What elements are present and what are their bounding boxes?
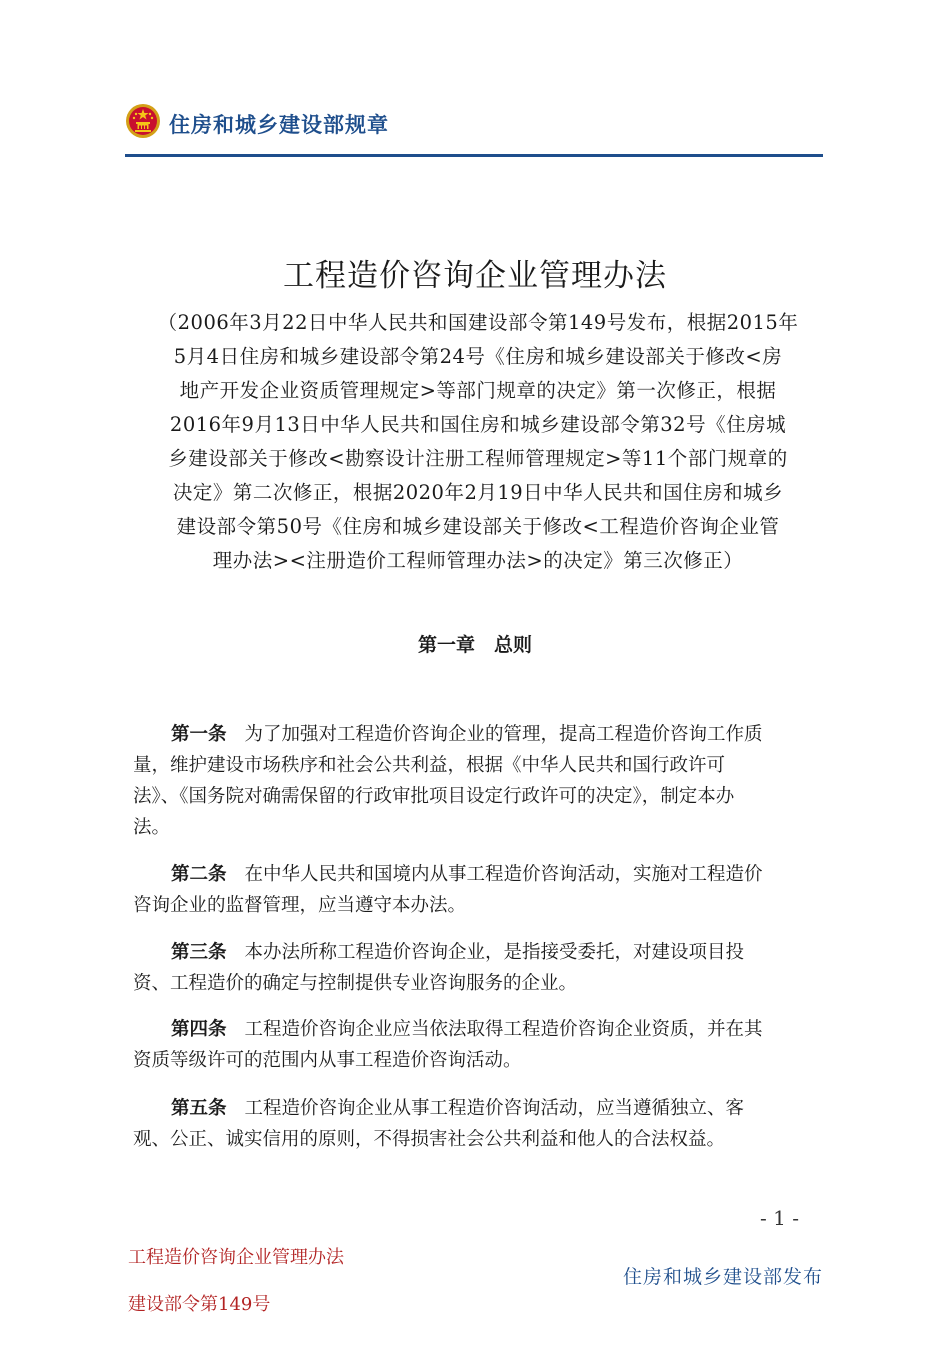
- article-label: 第五条: [171, 1098, 227, 1119]
- article-5: [133, 1093, 823, 1155]
- article-text: 法》、《国务院对确需保留的行政审批项目设定行政许可的决定》，制定本办: [133, 786, 735, 807]
- article-text: 工程造价咨询企业应当依法取得工程造价咨询企业资质，并在其: [244, 1019, 763, 1040]
- national-emblem-icon: [125, 103, 161, 139]
- header-divider: [125, 154, 823, 157]
- article-text: 资质等级许可的范围内从事工程造价咨询活动。: [133, 1050, 522, 1071]
- article-4: [133, 1014, 823, 1076]
- article-text: 咨询企业的监督管理，应当遵守本办法。: [133, 895, 467, 916]
- header-title: 住房和城乡建设部规章: [169, 113, 389, 137]
- article-2: [133, 859, 823, 921]
- article-text: 在中华人民共和国境内从事工程造价咨询活动，实施对工程造价: [244, 864, 763, 885]
- chapter-title: 第一章 总则: [417, 634, 532, 656]
- article-text: 观、公正、诚实信用的原则，不得损害社会公共利益和他人的合法权益。: [133, 1129, 726, 1150]
- footer-document-name: 工程造价咨询企业管理办法: [128, 1247, 344, 1268]
- preamble-line: 2016年9月13日中华人民共和国住房和城乡建设部令第32号《住房城: [169, 413, 787, 436]
- footer-publisher: 住房和城乡建设部发布: [622, 1266, 823, 1288]
- article-label: 第二条: [171, 864, 227, 885]
- footer-order-number: 建设部令第149号: [128, 1294, 271, 1315]
- article-text: 为了加强对工程造价咨询企业的管理，提高工程造价咨询工作质: [244, 724, 763, 745]
- article-text: 法。: [133, 817, 171, 838]
- article-label: 第四条: [171, 1019, 227, 1040]
- article-3: [133, 937, 823, 999]
- page-number: - 1 -: [760, 1206, 799, 1230]
- document-preamble: [133, 306, 823, 578]
- article-text: 资、工程造价的确定与控制提供专业咨询服务的企业。: [133, 973, 578, 994]
- article-label: 第一条: [171, 724, 227, 745]
- article-text: 工程造价咨询企业从事工程造价咨询活动，应当遵循独立、客: [244, 1098, 745, 1119]
- preamble-line: （2006年3月22日中华人民共和国建设部令第149号发布，根据2015年: [157, 311, 799, 334]
- document-title: 工程造价咨询企业管理办法: [283, 258, 667, 294]
- article-text: 量，维护建设市场秩序和社会公共利益，根据《中华人民共和国行政许可: [133, 755, 726, 776]
- preamble-line: 理办法><注册造价工程师管理办法>的决定》第三次修正）: [212, 549, 744, 572]
- page-header: [125, 103, 823, 143]
- preamble-line: 地产开发企业资质管理规定>等部门规章的决定》第一次修正，根据: [179, 379, 777, 402]
- preamble-line: 5月4日住房和城乡建设部令第24号《住房和城乡建设部关于修改<房: [173, 345, 783, 368]
- preamble-line: 决定》第二次修正，根据2020年2月19日中华人民共和国住房和城乡: [172, 481, 784, 504]
- preamble-line: 乡建设部关于修改<勘察设计注册工程师管理规定>等11个部门规章的: [168, 447, 788, 470]
- article-1: [133, 719, 823, 843]
- article-text: 本办法所称工程造价咨询企业，是指接受委托，对建设项目投: [244, 942, 745, 963]
- preamble-line: 建设部令第50号《住房和城乡建设部关于修改<工程造价咨询企业管: [176, 515, 780, 538]
- article-label: 第三条: [171, 942, 227, 963]
